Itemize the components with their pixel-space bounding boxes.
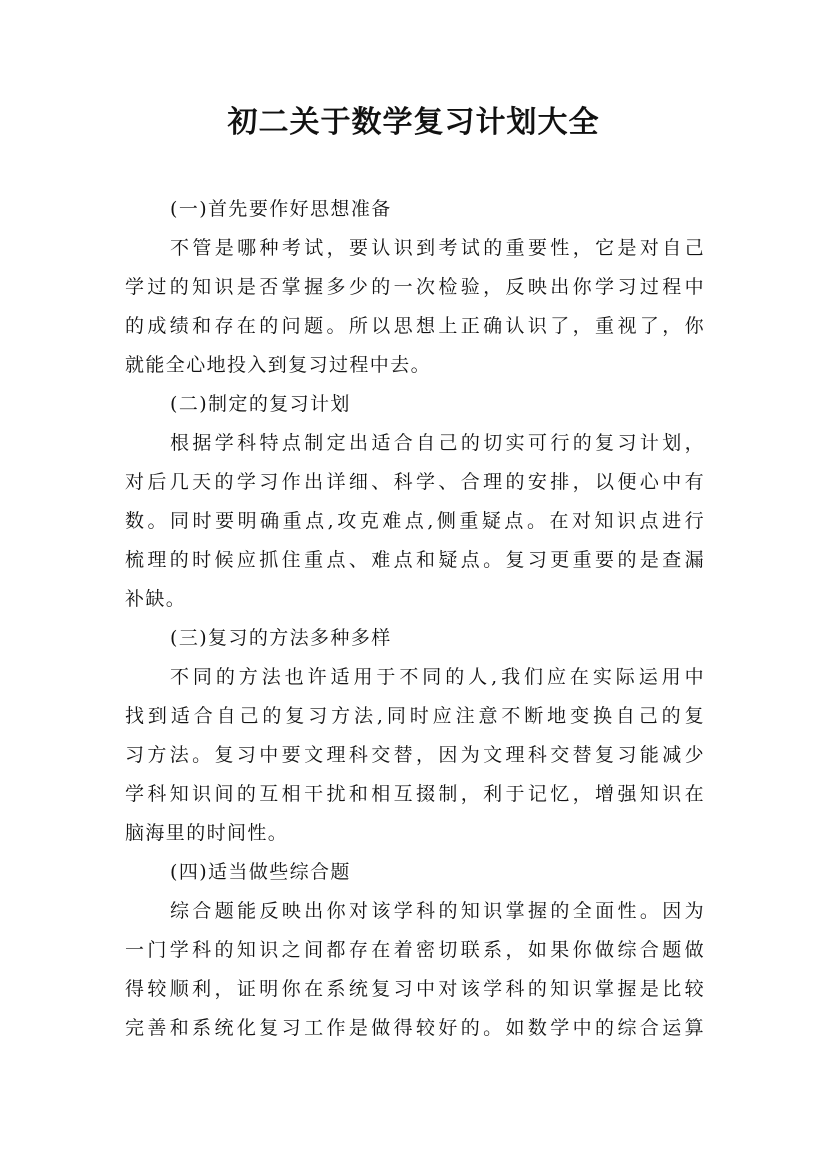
document-title: 初二关于数学复习计划大全 — [227, 105, 600, 140]
text-line: 学过的知识是否掌握多少的一次检验，反映出你学习过程中 — [125, 276, 705, 298]
text-line: 梳理的时候应抓住重点、难点和疑点。复习更重要的是查漏 — [125, 549, 705, 571]
text-line: 找到适合自己的复习方法,同时应注意不断地变换自己的复 — [125, 705, 705, 727]
text-line: (四)适当做些综合题 — [170, 861, 351, 883]
text-line: 学科知识间的互相干扰和相互掇制，利于记忆，增强知识在 — [125, 783, 705, 805]
text-line: 综合题能反映出你对该学科的知识掌握的全面性。因为 — [170, 900, 705, 922]
text-line: 的成绩和存在的问题。所以思想上正确认识了，重视了，你 — [125, 315, 705, 337]
text-line: 对后几天的学习作出详细、科学、合理的安排，以便心中有 — [125, 471, 705, 493]
text-line: (三)复习的方法多种多样 — [170, 627, 392, 649]
text-line: 脑海里的时间性。 — [125, 822, 289, 844]
text-line: (一)首先要作好思想准备 — [170, 198, 392, 220]
text-line: (二)制定的复习计划 — [170, 393, 351, 415]
text-line: 不同的方法也许适用于不同的人,我们应在实际运用中 — [170, 666, 705, 688]
text-line: 一门学科的知识之间都存在着密切联系，如果你做综合题做 — [125, 939, 705, 961]
text-line: 补缺。 — [125, 588, 187, 610]
text-line: 习方法。复习中要文理科交替，因为文理科交替复习能减少 — [125, 744, 705, 766]
text-line: 不管是哪种考试，要认识到考试的重要性，它是对自己 — [170, 237, 705, 259]
text-line: 得较顺利，证明你在系统复习中对该学科的知识掌握是比较 — [125, 978, 705, 1000]
text-line: 就能全心地投入到复习过程中去。 — [125, 354, 432, 376]
text-line: 完善和系统化复习工作是做得较好的。如数学中的综合运算 — [125, 1017, 705, 1039]
text-line: 根据学科特点制定出适合自己的切实可行的复习计划， — [170, 432, 705, 454]
document-body — [125, 190, 705, 1048]
text-line: 数。同时要明确重点,攻克难点,侧重疑点。在对知识点进行 — [125, 510, 705, 532]
